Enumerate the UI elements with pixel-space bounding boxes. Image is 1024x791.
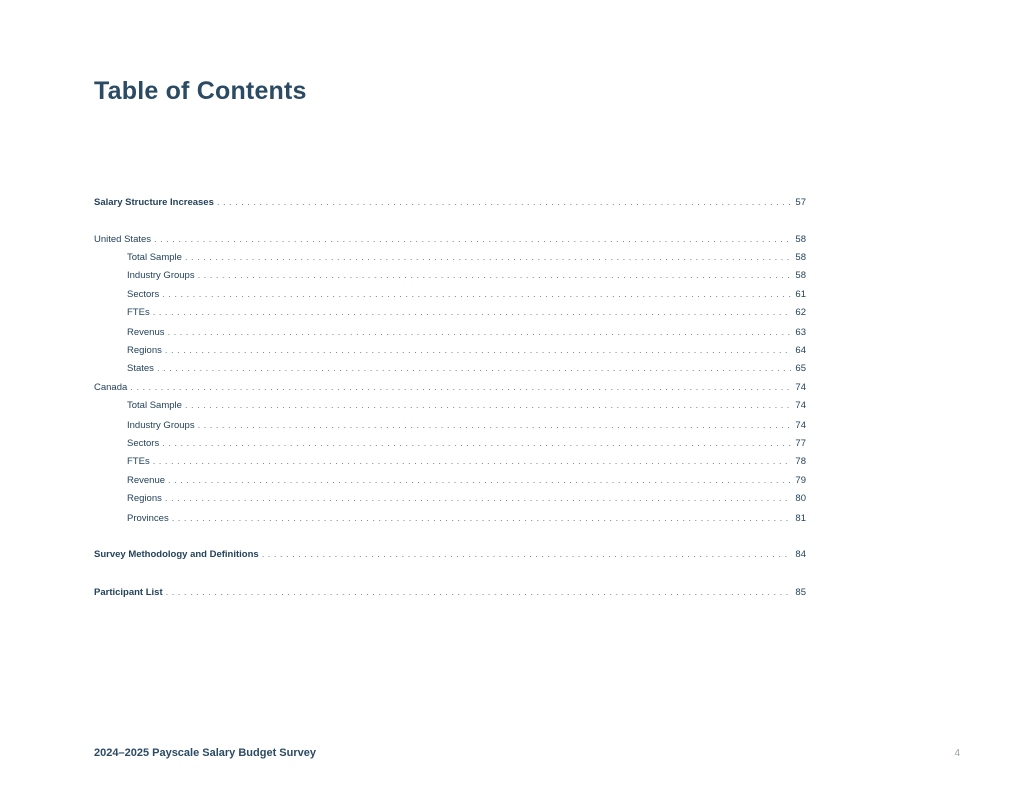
- toc-entry-label: Industry Groups: [127, 270, 195, 281]
- dot-leader: [168, 327, 792, 339]
- toc-entry-page: 65: [795, 363, 806, 374]
- toc-entry-page: 62: [795, 307, 806, 318]
- dot-leader: [166, 587, 791, 599]
- dot-leader: [168, 475, 791, 487]
- footer-page-number: 4: [954, 748, 960, 759]
- toc-entry-survey-methodology[interactable]: [94, 549, 806, 561]
- toc-entry-page: 77: [795, 438, 806, 449]
- dot-leader: [154, 234, 791, 246]
- toc-entry-label: Total Sample: [127, 252, 182, 263]
- toc-entry-label: FTEs: [127, 307, 150, 318]
- toc-entry-ca-sectors[interactable]: [127, 438, 806, 450]
- toc-entry-ca-provinces[interactable]: [127, 513, 806, 525]
- footer-document-title: 2024–2025 Payscale Salary Budget Survey: [94, 747, 316, 759]
- toc-entry-label: Participant List: [94, 587, 163, 598]
- toc-entry-page: 57: [795, 197, 806, 208]
- toc-entry-page: 58: [795, 270, 806, 281]
- toc-entry-page: 58: [795, 234, 806, 245]
- toc-entry-ca-ftes[interactable]: [127, 456, 806, 468]
- toc-entry-label: United States: [94, 234, 152, 245]
- toc-entry-us-states[interactable]: [127, 363, 806, 375]
- dot-leader: [172, 513, 791, 525]
- toc-entry-ca-total-sample[interactable]: [127, 400, 806, 412]
- toc-entry-page: 74: [795, 420, 806, 431]
- toc-entry-us-sectors[interactable]: [127, 289, 806, 301]
- toc-entry-page: 74: [795, 382, 806, 393]
- dot-leader: [165, 493, 791, 505]
- toc-entry-page: 63: [795, 327, 806, 338]
- toc-entry-page: 64: [795, 345, 806, 356]
- toc-entry-us-industry-groups[interactable]: [127, 270, 806, 282]
- toc-entry-label: States: [127, 363, 154, 374]
- toc-entry-page: 58: [795, 252, 806, 263]
- toc-entry-page: 79: [795, 475, 806, 486]
- dot-leader: [217, 197, 791, 209]
- dot-leader: [165, 345, 791, 357]
- toc-entry-label: Salary Structure Increases: [94, 197, 214, 208]
- toc-entry-page: 85: [795, 587, 806, 598]
- toc-entry-page: 84: [795, 549, 806, 560]
- toc-entry-label: Regions: [127, 493, 162, 504]
- toc-entry-label: Sectors: [127, 438, 160, 449]
- toc-entry-us-total-sample[interactable]: [127, 252, 806, 264]
- toc-entry-united-states[interactable]: [94, 234, 806, 246]
- toc-entry-salary-structure-increases[interactable]: [94, 197, 806, 209]
- toc-entry-page: 80: [795, 493, 806, 504]
- toc-entry-label: Survey Methodology and Definitions: [94, 549, 259, 560]
- toc-entry-page: 81: [795, 513, 806, 524]
- dot-leader: [162, 438, 791, 450]
- dot-leader: [185, 400, 791, 412]
- dot-leader: [162, 289, 791, 301]
- dot-leader: [130, 382, 791, 394]
- toc-entry-us-ftes[interactable]: [127, 307, 806, 319]
- dot-leader: [153, 456, 791, 468]
- toc-entry-canada[interactable]: [94, 382, 806, 394]
- toc-entry-label: Sectors: [127, 289, 160, 300]
- toc-entry-us-revenus[interactable]: [127, 327, 806, 339]
- toc-entry-us-regions[interactable]: [127, 345, 806, 357]
- toc-entry-label: Revenus: [127, 327, 165, 338]
- dot-leader: [185, 252, 791, 264]
- toc-entry-ca-regions[interactable]: [127, 493, 806, 505]
- toc-entry-ca-revenue[interactable]: [127, 475, 806, 487]
- toc-entry-label: Total Sample: [127, 400, 182, 411]
- toc-entry-participant-list[interactable]: [94, 587, 806, 599]
- toc-entry-page: 74: [795, 400, 806, 411]
- toc-entry-label: Provinces: [127, 513, 169, 524]
- dot-leader: [198, 270, 791, 282]
- toc-entry-label: Regions: [127, 345, 162, 356]
- toc-entry-page: 78: [795, 456, 806, 467]
- toc-entry-ca-industry-groups[interactable]: [127, 420, 806, 432]
- toc-entry-label: Revenue: [127, 475, 166, 486]
- page-title: Table of Contents: [94, 77, 307, 105]
- toc-entry-label: Industry Groups: [127, 420, 195, 431]
- toc-entry-page: 61: [795, 289, 806, 300]
- toc-entry-label: Canada: [94, 382, 128, 393]
- toc-entry-label: FTEs: [127, 456, 150, 467]
- dot-leader: [157, 363, 791, 375]
- dot-leader: [153, 307, 791, 319]
- dot-leader: [198, 420, 791, 432]
- dot-leader: [262, 549, 791, 561]
